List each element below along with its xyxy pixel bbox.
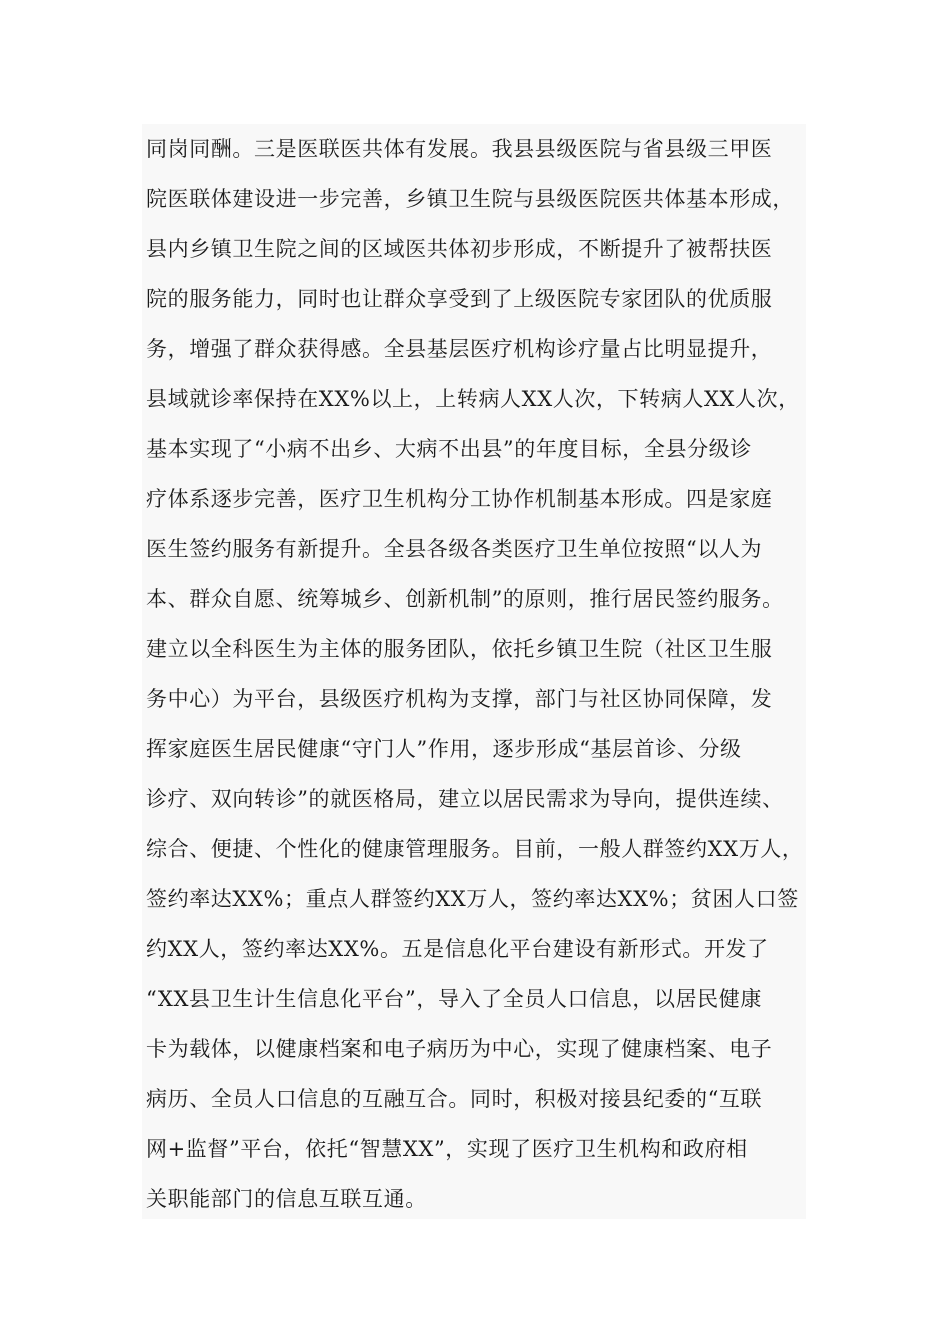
text-line: 建立以全科医生为主体的服务团队，依托乡镇卫生院（社区卫生服 [146, 637, 773, 661]
text-line: 综合、便捷、个性化的健康管理服务。目前，一般人群签约XX万人， [146, 837, 804, 861]
document-body [142, 124, 806, 1219]
text-line: 县内乡镇卫生院之间的区域医共体初步形成，不断提升了被帮扶医 [146, 237, 773, 261]
text-line: 挥家庭医生居民健康“守门人”作用，逐步形成“基层首诊、分级 [146, 737, 742, 761]
text-line: 务，增强了群众获得感。全县基层医疗机构诊疗量占比明显提升， [146, 337, 773, 361]
text-line: 同岗同酬。三是医联医共体有发展。我县县级医院与省县级三甲医 [146, 137, 773, 161]
text-line: 院医联体建设进一步完善，乡镇卫生院与县级医院医共体基本形成， [146, 187, 794, 211]
text-line: 诊疗、双向转诊”的就医格局，建立以居民需求为导向，提供连续、 [146, 787, 784, 811]
text-line: 病历、全员人口信息的互融互合。同时，积极对接县纪委的“互联 [146, 1087, 763, 1111]
text-line: 县域就诊率保持在XX%以上，上转病人XX人次，下转病人XX人次， [146, 387, 800, 411]
text-line: 网+监督”平台，依托“智慧XX”，实现了医疗卫生机构和政府相 [146, 1137, 748, 1161]
text-line: 关职能部门的信息互联互通。 [146, 1187, 427, 1211]
text-line: “XX县卫生计生信息化平台”，导入了全员人口信息，以居民健康 [146, 987, 762, 1011]
text-line: 约XX人，签约率达XX%。五是信息化平台建设有新形式。开发了 [146, 937, 769, 961]
text-line: 卡为载体，以健康档案和电子病历为中心，实现了健康档案、电子 [146, 1037, 773, 1061]
text-line: 基本实现了“小病不出乡、大病不出县”的年度目标，全县分级诊 [146, 437, 752, 461]
text-line: 务中心）为平台，县级医疗机构为支撑，部门与社区协同保障，发 [146, 687, 773, 711]
text-line: 医生签约服务有新提升。全县各级各类医疗卫生单位按照“以人为 [146, 537, 763, 561]
text-line: 本、群众自愿、统筹城乡、创新机制”的原则，推行居民签约服务。 [146, 587, 784, 611]
text-line: 院的服务能力，同时也让群众享受到了上级医院专家团队的优质服 [146, 287, 773, 311]
text-line: 疗体系逐步完善，医疗卫生机构分工协作机制基本形成。四是家庭 [146, 487, 773, 511]
text-line: 签约率达XX%；重点人群签约XX万人，签约率达XX%；贫困人口签 [146, 887, 799, 911]
